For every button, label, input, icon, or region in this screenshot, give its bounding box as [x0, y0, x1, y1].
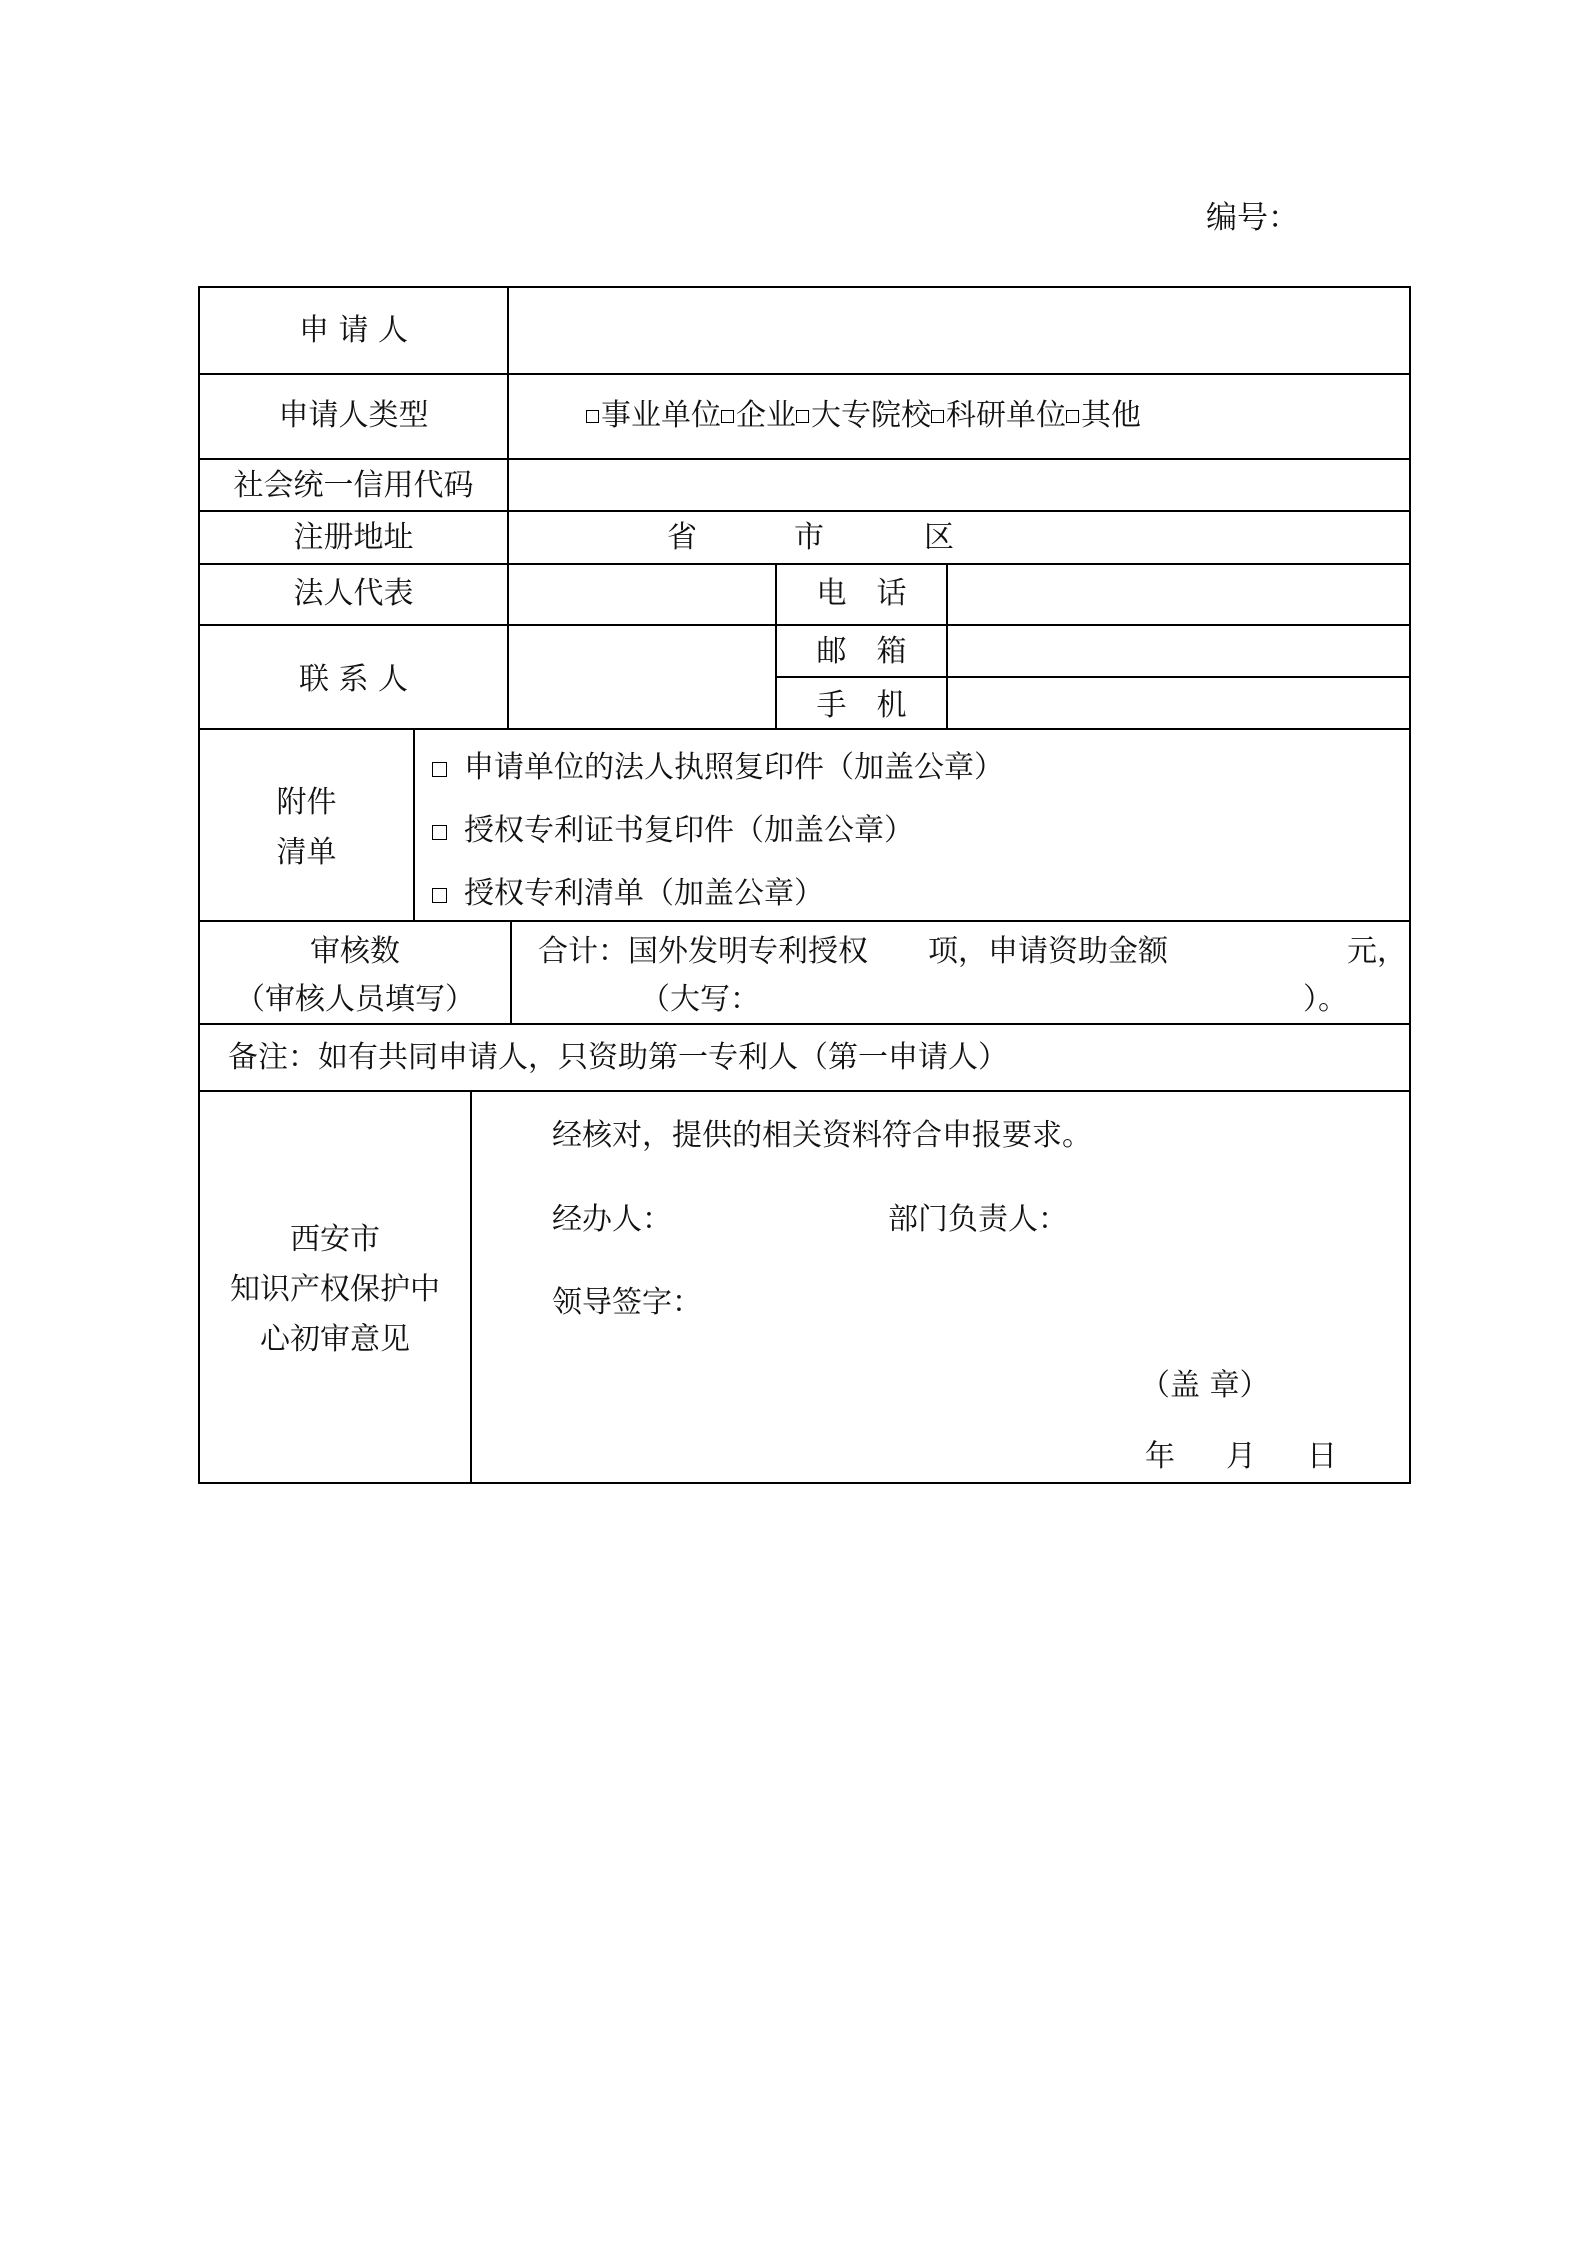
phone-label: 电 话 — [816, 576, 907, 611]
attachment-item-license: 申请单位的法人执照复印件（加盖公章） — [464, 750, 1004, 785]
option-enterprise[interactable]: 企业 — [721, 398, 796, 433]
row-divider — [198, 458, 1411, 460]
row-divider — [198, 510, 1411, 512]
address-province-label: 省 — [667, 520, 697, 555]
address-district-label: 区 — [924, 520, 954, 555]
attachments-label-line1: 附件 — [276, 785, 337, 820]
audit-amount-unit: 元， — [1347, 934, 1407, 969]
col-divider-audit — [510, 920, 512, 1024]
remark-text: 备注：如有共同申请人，只资助第一专利人（第一申请人） — [228, 1040, 1008, 1075]
audit-total-prefix: 合计：国外发明专利授权 — [538, 934, 868, 969]
attachments-label-line2: 清单 — [276, 835, 337, 870]
checkbox-icon — [721, 410, 734, 423]
col-divider-label — [507, 286, 509, 729]
date-year-label: 年 — [1145, 1439, 1175, 1474]
table-border-right — [1409, 286, 1411, 1484]
checkbox-icon — [1066, 410, 1079, 423]
review-statement: 经核对，提供的相关资料符合申报要求。 — [552, 1118, 1092, 1153]
address-label: 注册地址 — [293, 520, 414, 555]
row-divider — [198, 728, 1411, 730]
table-border-bottom — [198, 1482, 1411, 1484]
audit-label-line1: 审核数 — [310, 934, 400, 969]
row-divider — [198, 563, 1411, 565]
option-other[interactable]: 其他 — [1066, 398, 1141, 433]
leader-sign-label: 领导签字： — [552, 1285, 702, 1320]
credit-code-label: 社会统一信用代码 — [233, 468, 474, 503]
dept-head-label: 部门负责人： — [888, 1202, 1068, 1237]
row-divider — [198, 1090, 1411, 1092]
row-divider — [198, 920, 1411, 922]
attachment-item-patent-list: 授权专利清单（加盖公章） — [464, 876, 824, 911]
checkbox-icon[interactable] — [432, 888, 447, 903]
review-label-line2: 知识产权保护中 — [230, 1272, 440, 1307]
row-divider — [198, 373, 1411, 375]
applicant-label: 申 请 人 — [298, 313, 409, 348]
checkbox-icon — [931, 410, 944, 423]
col-divider-attachments — [413, 728, 415, 921]
contact-label: 联 系 人 — [298, 662, 409, 697]
checkbox-icon[interactable] — [432, 825, 447, 840]
audit-items-unit: 项，申请资助金额 — [928, 934, 1168, 969]
checkbox-icon — [796, 410, 809, 423]
col-divider-subvalue — [946, 563, 948, 729]
audit-capital-open: （大写： — [640, 982, 760, 1017]
option-college[interactable]: 大专院校 — [796, 398, 931, 433]
date-day-label: 日 — [1307, 1439, 1337, 1474]
applicant-type-label: 申请人类型 — [278, 398, 429, 433]
row-divider-email-mobile — [775, 676, 1411, 678]
handler-label: 经办人： — [552, 1202, 672, 1237]
review-label-line1: 西安市 — [290, 1222, 380, 1257]
option-public-institution[interactable]: 事业单位 — [586, 398, 721, 433]
review-label-line3: 心初审意见 — [260, 1322, 410, 1357]
date-month-label: 月 — [1226, 1439, 1256, 1474]
audit-label-line2: （审核人员填写） — [235, 982, 475, 1017]
serial-number-label: 编号： — [1206, 200, 1299, 236]
checkbox-icon[interactable] — [432, 762, 447, 777]
stamp-label: （盖 章） — [1140, 1368, 1270, 1403]
row-divider — [198, 1023, 1411, 1025]
col-divider-review — [470, 1090, 472, 1483]
mobile-label: 手 机 — [816, 688, 907, 723]
table-border-top — [198, 286, 1411, 288]
attachment-item-patent-certificate: 授权专利证书复印件（加盖公章） — [464, 813, 914, 848]
email-label: 邮 箱 — [816, 634, 907, 669]
checkbox-icon — [586, 410, 599, 423]
option-research-unit[interactable]: 科研单位 — [931, 398, 1066, 433]
applicant-type-options — [586, 396, 1141, 436]
legal-rep-label: 法人代表 — [293, 576, 414, 611]
row-divider — [198, 624, 1411, 626]
audit-capital-close: ）。 — [1303, 982, 1348, 1017]
address-city-label: 市 — [794, 520, 824, 555]
